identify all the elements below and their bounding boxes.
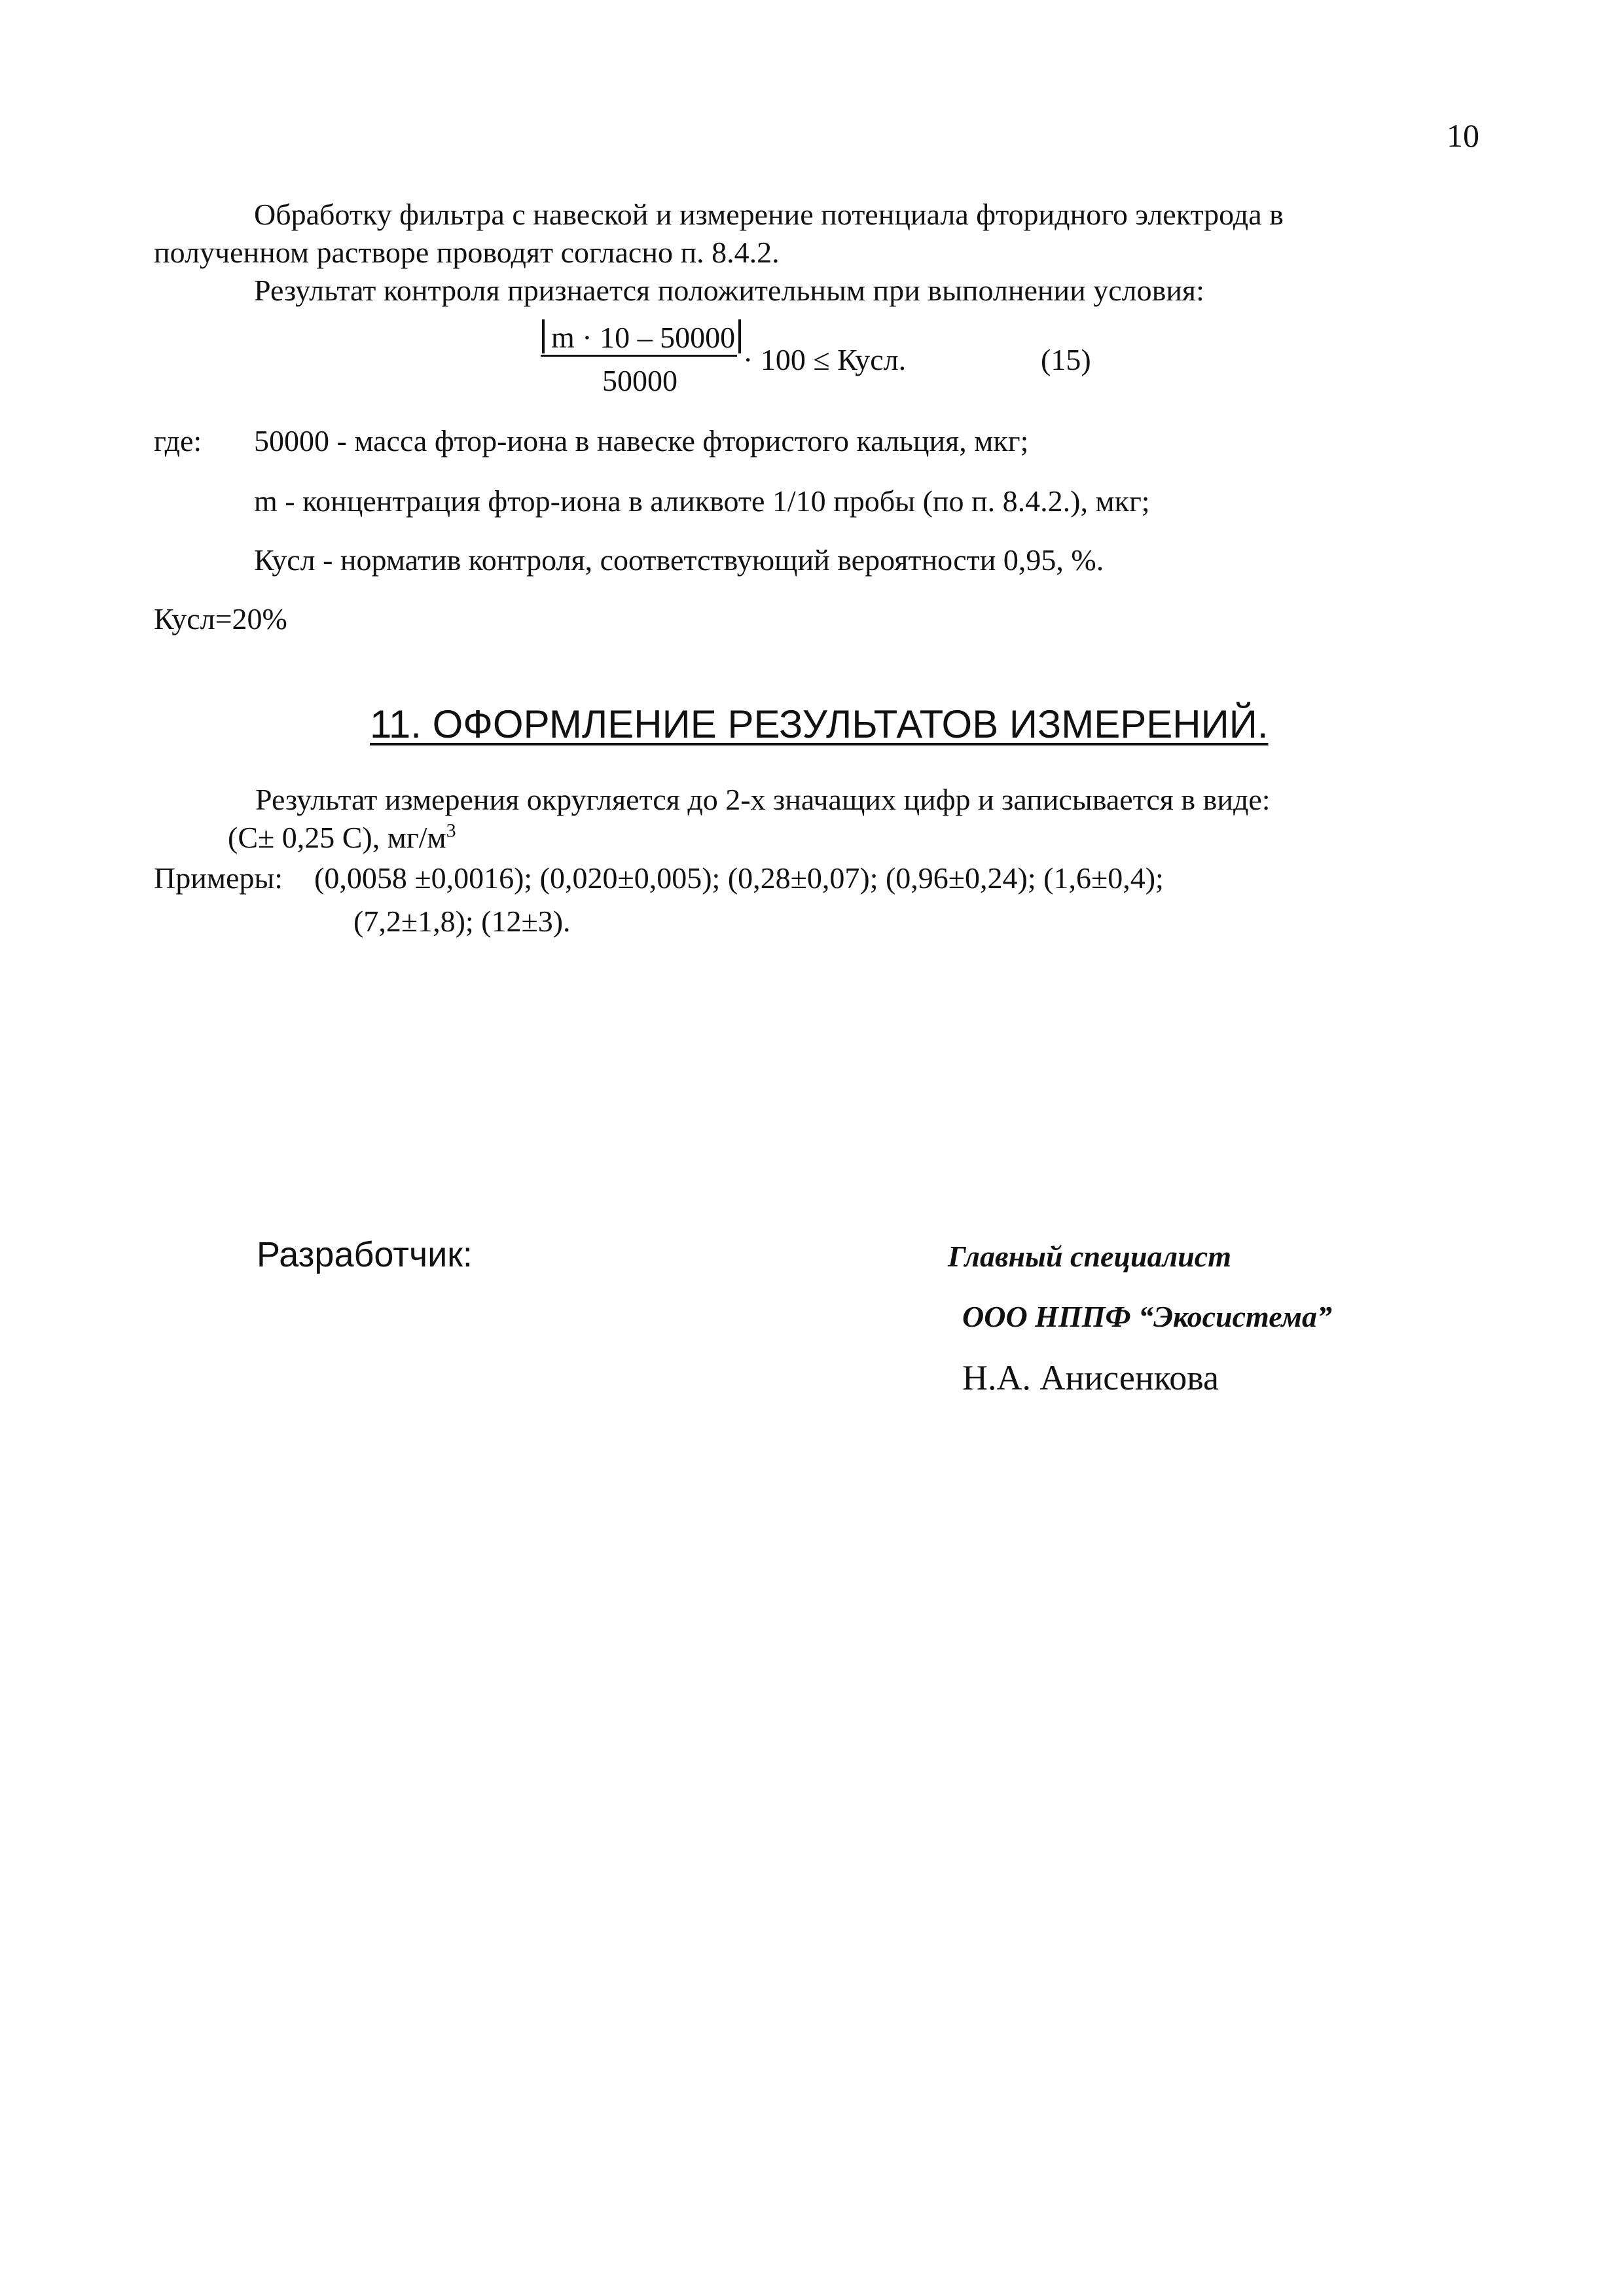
paragraph-line: полученном растворе проводят согласно п. 8.4.2. — [154, 236, 780, 269]
k-value: Кусл=20% — [154, 602, 287, 636]
where-item: 50000 - масса фтор-иона в навеске фтористого кальция, мкг; — [254, 424, 1029, 457]
formula-numerator: m · 10 – 50000 — [551, 321, 736, 354]
formula-denominator: 50000 — [602, 364, 677, 397]
paragraph-line: Результат контроля признается положительным при выполнении условия: — [254, 274, 1204, 307]
where-item: m - концентрация фтор-иона в аликвоте 1/10 пробы (по п. 8.4.2.), мкг; — [254, 484, 1150, 518]
page-number: 10 — [1447, 117, 1479, 154]
where-item: Кусл - норматив контроля, соответствующий вероятности 0,95, %. — [254, 543, 1104, 577]
formula-rhs: · 100 ≤ Кусл. — [743, 343, 907, 376]
section-intro: Результат измерения округляется до 2-х значащих цифр и записывается в виде: — [255, 783, 1271, 816]
developer-label: Разработчик: — [257, 1235, 473, 1274]
result-format: (С± 0,25 С), $мг/м^3$ — [228, 819, 456, 854]
paragraph-line: Обработку фильтра с навеской и измерение потенциала фторидного электрода в — [254, 198, 1284, 231]
formula-number: (15) — [1041, 343, 1091, 376]
where-label: где: — [154, 424, 202, 457]
signer-name: Н.А. Анисенкова — [962, 1358, 1219, 1397]
examples-label: Примеры: — [154, 861, 283, 895]
signer-organization: ООО НППФ “Экосистема” — [962, 1300, 1332, 1333]
abs-bar-right — [738, 319, 741, 353]
examples-line: (0,0058 ±0,0016); (0,020±0,005); (0,28±0,07); (0,96±0,24); (1,6±0,4); — [314, 861, 1164, 895]
abs-bar-left — [542, 319, 545, 353]
signer-position: Главный специалист — [948, 1240, 1232, 1273]
section-heading: 11. ОФОРМЛЕНИЕ РЕЗУЛЬТАТОВ ИЗМЕРЕНИЙ. — [370, 702, 1269, 746]
fraction-line — [541, 355, 737, 357]
examples-line: (7,2±1,8); (12±3). — [353, 905, 571, 938]
